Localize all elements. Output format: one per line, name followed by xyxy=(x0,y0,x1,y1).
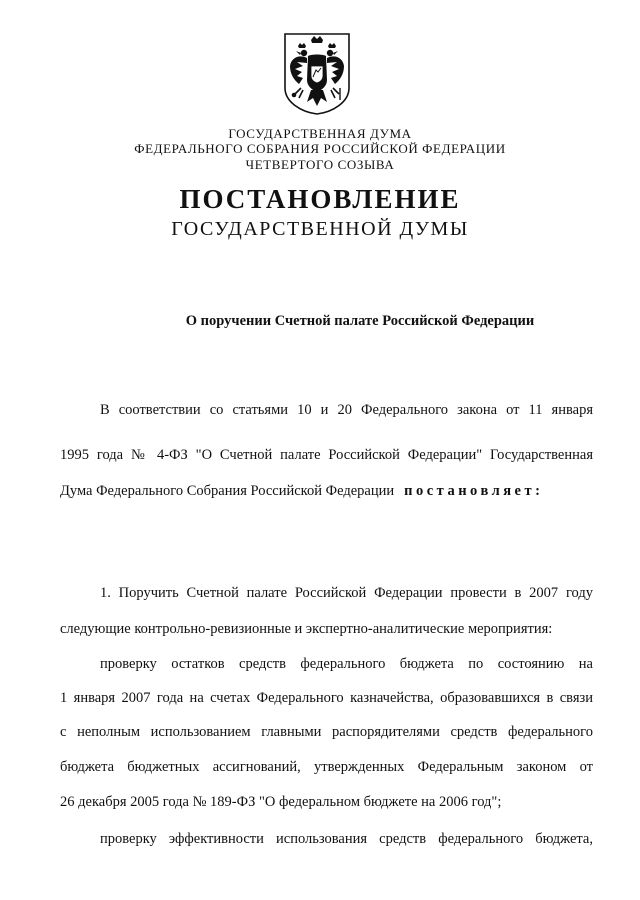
item-1-line-5: 26 декабря 2005 года № 189-ФЗ "О федеральном бюджете на 2006 год"; xyxy=(60,794,502,810)
resolves-word: постановляет: xyxy=(404,483,544,499)
document-issuer: ГОСУДАРСТВЕННОЙ ДУМЫ xyxy=(171,218,469,240)
document-type: ПОСТАНОВЛЕНИЕ xyxy=(179,184,461,214)
item-1-line-1: проверку остатков средств федерального бюджета по состоянию на xyxy=(100,656,593,672)
header-line-2: ФЕДЕРАЛЬНОГО СОБРАНИЯ РОССИЙСКОЙ ФЕДЕРАЦИИ xyxy=(134,141,506,156)
document-subject: О поручении Счетной палате Российской Федерации xyxy=(185,313,535,329)
preamble-line-1: В соответствии со статьями 10 и 20 Федерального закона от 11 января xyxy=(100,402,593,418)
item-1-line-3: с неполным использованием главными распорядителями средств федерального xyxy=(60,724,593,740)
point-1-line-1: 1. Поручить Счетной палате Российской Федерации провести в 2007 году xyxy=(100,585,593,601)
item-1-line-2: 1 января 2007 года на счетах Федерального казначейства, образовавшихся в связи xyxy=(60,690,593,706)
header-line-1: ГОСУДАРСТВЕННАЯ ДУМА xyxy=(228,126,412,141)
header-line-3: ЧЕТВЕРТОГО СОЗЫВА xyxy=(245,157,395,172)
item-1-line-4: бюджета бюджетных ассигнований, утвержденных Федеральным законом от xyxy=(60,759,593,775)
preamble-line-3 xyxy=(60,481,593,501)
point-1-line-2: следующие контрольно-ревизионные и экспертно-аналитические мероприятия: xyxy=(60,621,553,637)
item-2-line-1: проверку эффективности использования средств федерального бюджета, xyxy=(100,831,593,847)
russian-coat-of-arms-icon xyxy=(281,32,353,116)
preamble-line-3-text: Дума Федерального Собрания Российской Федерации xyxy=(60,483,395,499)
preamble-line-2: 1995 года № 4-ФЗ "О Счетной палате Российской Федерации" Государственная xyxy=(60,447,593,463)
